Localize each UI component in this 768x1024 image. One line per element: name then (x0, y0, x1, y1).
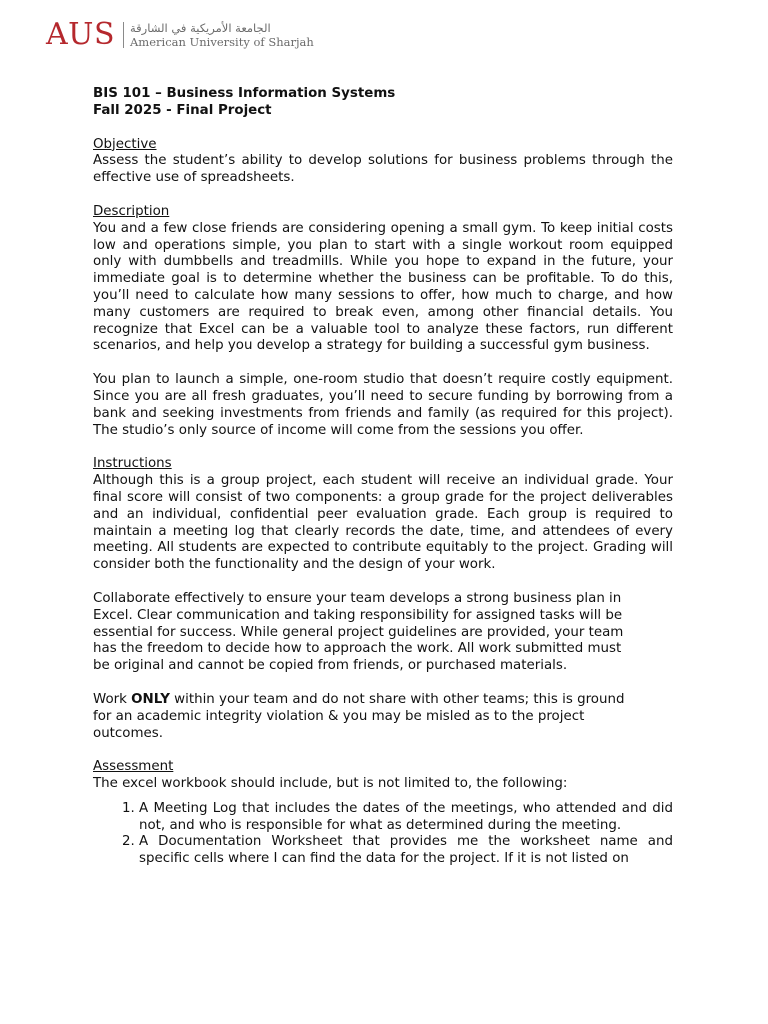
logo-divider (123, 22, 124, 48)
instructions-paragraph-2: Collaborate effectively to ensure your team develops a strong business plan in Excel. Clear communication and taking responsibility for assigned tasks will be essential for success. While general project guidelines are provided, your team has the freedom to decide how to approach the work. All work submitted must be original and cannot be copied from friends, or purchased materials. (93, 590, 624, 674)
assessment-list (93, 801, 673, 868)
paragraph-3-end: within your team and do not share with other teams; this is ground for an academic integrity violation & you may be misled as to the project outcomes. (93, 691, 625, 741)
course-title: BIS 101 – Business Information Systems (93, 86, 396, 101)
assessment-item-meeting-log: 1. A Meeting Log that includes the dates of the meetings, who attended and did not, and who is responsible for what as determined during the meeting. (139, 801, 673, 835)
logo-english-name: American University of Sharjah (130, 35, 314, 49)
instructions-paragraph-1: Although this is a group project, each student will receive an individual grade. Your final score will consist of two components: a group grade for the project deliverables and an individual, confidential peer evaluation grade. Each group is required to maintain a meeting log that clearly records the date, time, and attendees of every meeting. All students are expected to contribute equitably to the project. Grading will consider both the functionality and the design of your work. (93, 473, 673, 573)
logo-text (130, 21, 314, 49)
aus-logo-mark: AUS (46, 17, 115, 52)
project-title: Fall 2025 - Final Project (93, 102, 272, 118)
description-paragraph-1: You and a few close friends are considering opening a small gym. To keep initial costs low and operations simple, you plan to start with a single workout room equipped only with dumbbells and treadmills. While you hope to expand in the future, your immediate goal is to determine whether the business can be profitable. To do this, you’ll need to calculate how many sessions to offer, how much to charge, and how many customers are required to break even, among other financial details. You recognize that Excel can be a valuable tool to analyze these factors, run different scenarios, and help you develop a strategy for building a successful gym business. (93, 220, 673, 354)
description-paragraph-2: You plan to launch a simple, one-room studio that doesn’t require costly equipment. Since you are all fresh graduates, you’ll need to secure funding by borrowing from a bank and seeking investments from friends and family (as required for this project). The studio’s only source of income will come from the sessions you offer. (93, 372, 673, 438)
objective-heading: Objective (93, 136, 157, 152)
logo-arabic-name: الجامعة الأمريكية في الشارقة (130, 21, 271, 35)
assessment-heading: Assessment (93, 759, 174, 775)
paragraph-3-start: Work (93, 691, 132, 707)
objective-text: Assess the student’s ability to develop solutions for business problems through the effective use of spreadsheets. (93, 153, 673, 186)
university-logo (46, 18, 314, 52)
description-heading: Description (93, 203, 170, 219)
only-emphasis: ONLY (131, 691, 170, 707)
document-body (93, 86, 673, 868)
assessment-item-documentation-worksheet: 2. A Documentation Worksheet that provides me the worksheet name and specific cells where I can find the data for the project. If it is not listed on (139, 834, 673, 868)
assessment-intro: The excel workbook should include, but is not limited to, the following: (93, 776, 568, 792)
instructions-paragraph-3 (93, 692, 638, 742)
instructions-heading: Instructions (93, 456, 172, 472)
